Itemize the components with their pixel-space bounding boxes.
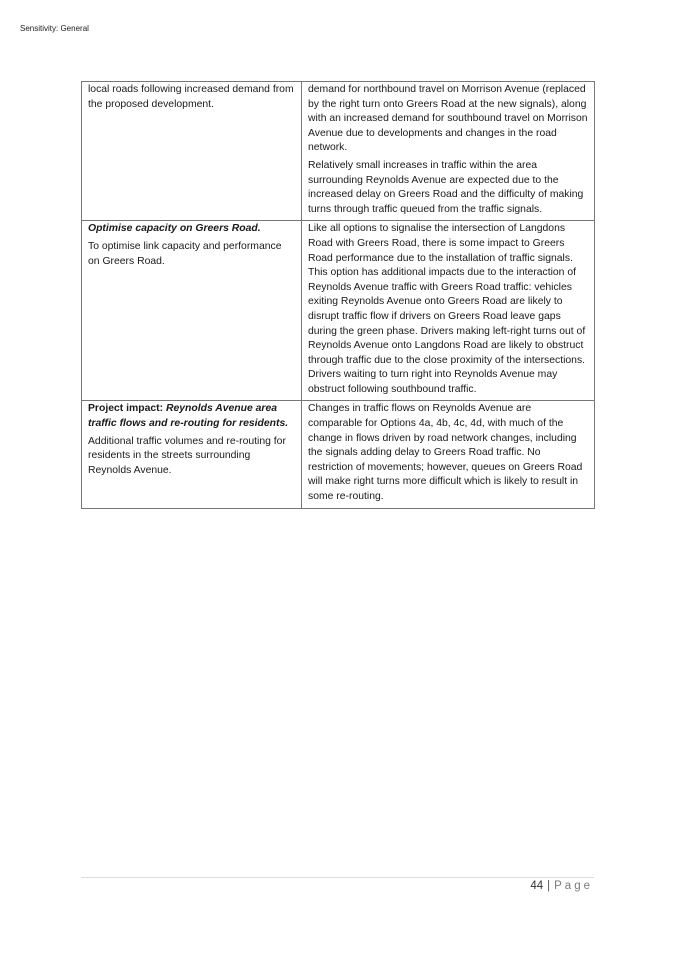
- criteria-cell: [82, 401, 302, 508]
- sensitivity-label: Sensitivity: General: [20, 24, 89, 33]
- criteria-text: Additional traffic volumes and re-routing for residents in the streets surrounding Reynolds Avenue.: [88, 435, 286, 476]
- assessment-cell: [302, 82, 595, 221]
- criteria-heading: Optimise capacity on Greers Road.: [88, 223, 261, 235]
- assessment-paragraph: demand for northbound travel on Morrison Avenue (replaced by the right turn onto Greers Road at the new signals), along with an increased demand for southbound travel on Morrison Avenue due to developments and changes in the road network.: [308, 84, 588, 154]
- assessment-paragraph: Like all options to signalise the intersection of Langdons Road with Greers Road, there is some impact to Greers Road performance due to the installation of traffic signals. This option has additional impacts due to the interaction of Reynolds Avenue traffic with Greers Road traffic: vehicles exiting Reynolds Avenue onto Greers Road are likely to disrupt traffic flow if drivers on Greers Road leave gaps during the green phase. Drivers making left-right turns out of Reynolds Avenue onto Langdons Road are likely to obstruct through traffic due to the close proximity of the intersections. Drivers waiting to turn right into Reynolds Avenue may obstruct following southbound traffic.: [308, 223, 586, 395]
- page-label: Page: [554, 880, 593, 892]
- criteria-text: local roads following increased demand from the proposed development.: [88, 84, 294, 110]
- footer-separator: |: [547, 880, 551, 892]
- assessment-cell: [302, 221, 595, 401]
- criteria-heading: [88, 402, 295, 431]
- page-number: 44: [530, 880, 544, 892]
- page-footer: [530, 880, 593, 892]
- assessment-paragraph: Changes in traffic flows on Reynolds Avenue are comparable for Options 4a, 4b, 4c, 4d, with much of the change in flows driven by road network changes, including the signals adding delay to Greers Road traffic. No restriction of movements; however, queues on Greers Road will make right turns more difficult which is likely to result in some re-routing.: [308, 403, 583, 503]
- criteria-heading-prefix: Project impact:: [88, 403, 166, 415]
- table-row: [82, 82, 595, 221]
- criteria-cell: [82, 221, 302, 401]
- criteria-cell: [82, 82, 302, 221]
- assessment-cell: [302, 401, 595, 508]
- table-row: [82, 221, 595, 401]
- impact-table: [81, 81, 595, 509]
- criteria-heading-italic: Reynolds Avenue area traffic flows and re-routing for residents.: [88, 403, 289, 430]
- assessment-paragraph: Relatively small increases in traffic within the area surrounding Reynolds Avenue are expected due to the increased delay on Greers Road and the difficulty of making turns through traffic queued from the traffic signals.: [308, 159, 584, 215]
- criteria-text: To optimise link capacity and performance on Greers Road.: [88, 240, 282, 267]
- table-row: [82, 401, 595, 508]
- footer-divider: [81, 877, 594, 878]
